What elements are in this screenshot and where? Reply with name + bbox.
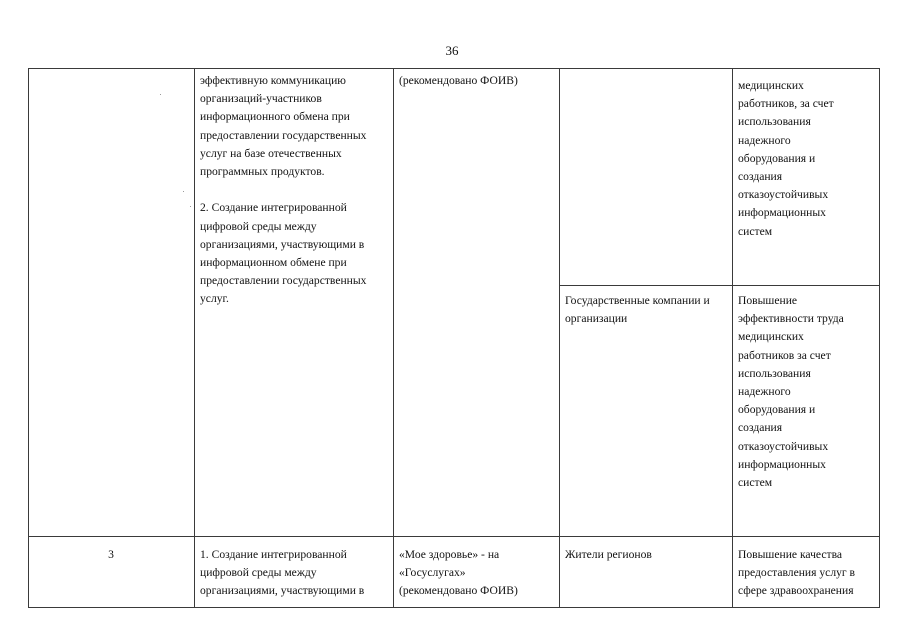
cell-service-row3: «Мое здоровье» - на «Госуслугах» (рекомендовано ФОИВ) — [399, 548, 518, 598]
cell-service-continued: (рекомендовано ФОИВ) — [399, 74, 518, 87]
table-right-border — [879, 68, 880, 608]
col-divider-1 — [194, 68, 195, 608]
table-left-border — [28, 68, 29, 608]
cell-tasks-continued: эффективную коммуникацию организаций-участников информационного обмена при предоставлении государственных услуг на базе отечественных программных продуктов. 2. Создание интегрированной цифровой среды между организациями, участвующими в информационном обмене при предоставлении государственных услуг. — [200, 74, 367, 306]
cell-effect-row3: Повышение качества предоставления услуг в сфере здравоохранения — [738, 548, 856, 598]
scan-speck — [160, 94, 161, 95]
col-divider-3 — [559, 68, 560, 608]
cell-effect-state-companies: Повышение эффективности труда медицинских работников за счет использования надежного оборудования и создания отказоустойчивых информационных систем — [738, 294, 844, 490]
table-bottom-border — [28, 607, 879, 608]
cell-beneficiary-state-companies: Государственные компании и организации — [565, 294, 710, 326]
cell-row-number: 3 — [108, 548, 114, 561]
cell-effect-continued: медицинских работников, за счет использования надежного оборудования и создания отказоустойчивых информационных систем — [738, 79, 834, 238]
page-number: 36 — [445, 43, 459, 58]
cell-beneficiary-row3: Жители регионов — [565, 548, 652, 561]
scan-speck — [183, 191, 184, 192]
col-divider-2 — [393, 68, 394, 608]
row-divider-main — [28, 536, 879, 537]
col-divider-4 — [732, 68, 733, 608]
scan-speck — [190, 206, 191, 207]
cell-tasks-row3: 1. Создание интегрированной цифровой среды между организациями, участвующими в — [200, 548, 365, 598]
table-top-border — [28, 68, 879, 69]
row-divider-inner — [559, 285, 879, 286]
